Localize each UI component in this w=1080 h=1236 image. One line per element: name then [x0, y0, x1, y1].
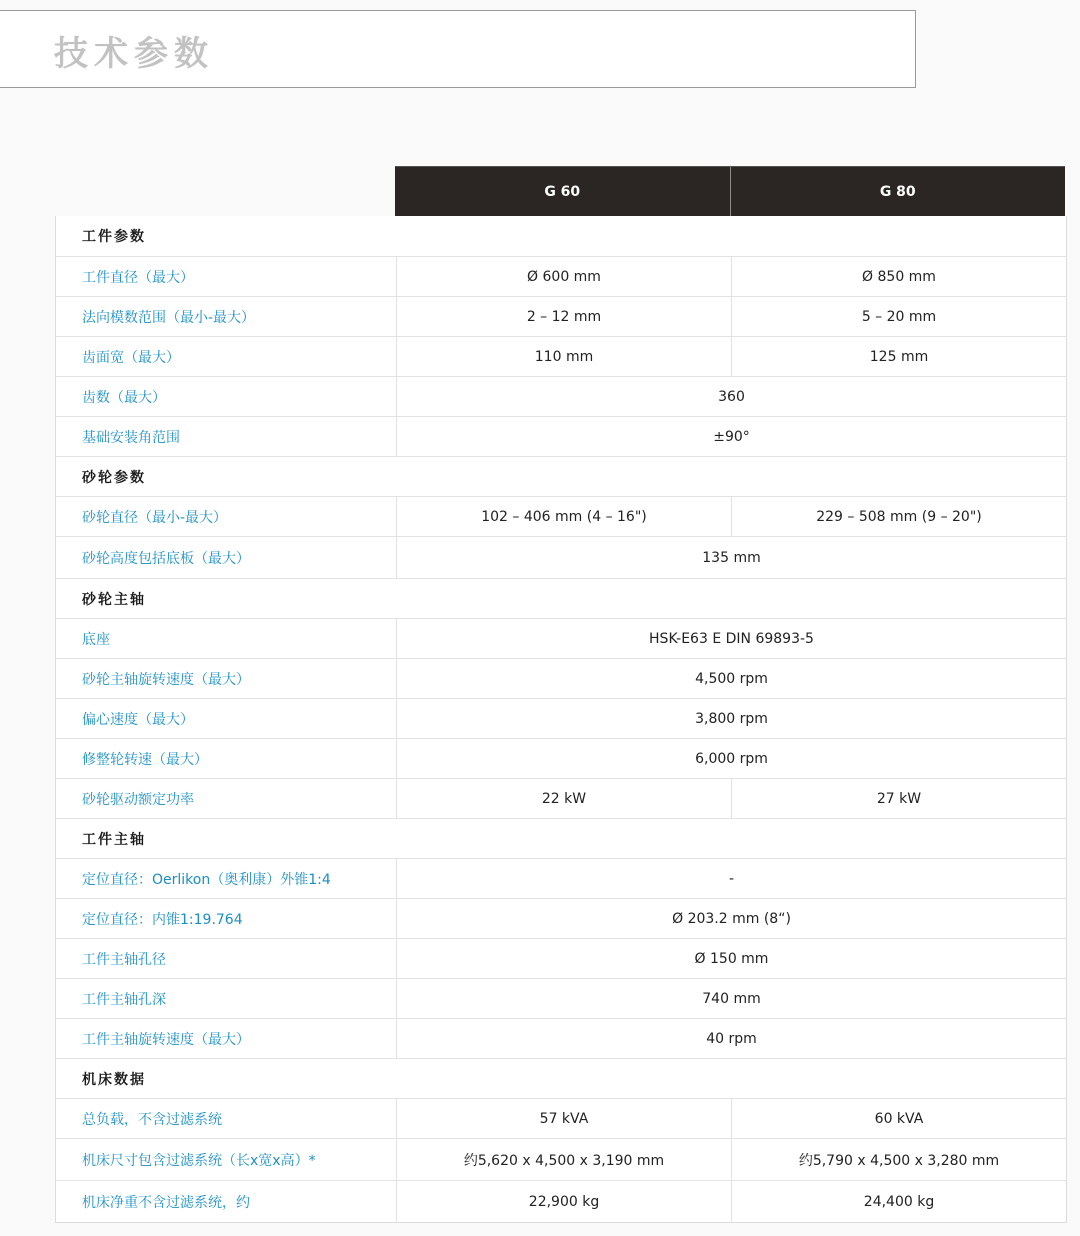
row-label: 砂轮直径（最小-最大） [82, 509, 228, 526]
table-row [56, 658, 1066, 698]
table-row [56, 256, 1066, 296]
section-header-row [56, 216, 1066, 256]
row-values [396, 779, 1066, 818]
value-cell-g60: 102 – 406 mm (4 – 16") [396, 497, 731, 536]
value-cell-g80: Ø 850 mm [731, 257, 1066, 296]
section-header-row [56, 818, 1066, 858]
value-cell-g80: 24,400 kg [731, 1181, 1066, 1222]
value-cell-g60: Ø 600 mm [396, 257, 731, 296]
row-label: 修整轮转速（最大） [82, 751, 208, 768]
table-row [56, 1098, 1066, 1138]
table-row [56, 336, 1066, 376]
row-values [396, 899, 1066, 938]
row-values [396, 457, 1066, 496]
row-values [396, 257, 1066, 296]
value-cell-merged: 740 mm [396, 979, 1066, 1018]
value-cell-g60: 约5,620 x 4,500 x 3,190 mm [396, 1139, 731, 1180]
value-cell-merged: 40 rpm [396, 1019, 1066, 1058]
row-values [396, 417, 1066, 456]
value-cell-merged: 135 mm [396, 537, 1066, 578]
row-label: 齿数（最大） [82, 389, 166, 406]
row-values [396, 579, 1066, 618]
row-label: 偏心速度（最大） [82, 711, 194, 728]
section-title: 机床数据 [82, 1071, 146, 1088]
table-row [56, 938, 1066, 978]
row-label: 砂轮驱动额定功率 [82, 791, 194, 808]
row-values [396, 216, 1066, 256]
row-values [396, 1181, 1066, 1222]
row-label: 机床尺寸包含过滤系统（长x宽x高）* [82, 1152, 316, 1169]
value-cell-g80: 125 mm [731, 337, 1066, 376]
table-row [56, 416, 1066, 456]
row-values [396, 859, 1066, 898]
section-title: 工件主轴 [82, 831, 146, 848]
table-row [56, 738, 1066, 778]
row-values [396, 619, 1066, 658]
row-values [396, 497, 1066, 536]
row-values [396, 939, 1066, 978]
table-row [56, 898, 1066, 938]
value-cell-merged: 360 [396, 377, 1066, 416]
row-label: 总负载，不含过滤系统 [82, 1111, 222, 1128]
table-row [56, 858, 1066, 898]
header-g60: G 60 [544, 184, 581, 200]
spec-table [55, 216, 1067, 1223]
section-title: 工件参数 [82, 229, 146, 245]
row-label: 工件主轴旋转速度（最大） [82, 1031, 250, 1048]
page-title: 技术参数 [54, 34, 214, 74]
table-row [56, 1180, 1066, 1222]
title-box [0, 10, 916, 88]
section-header-row [56, 1058, 1066, 1098]
table-header [395, 166, 1065, 217]
table-row [56, 536, 1066, 578]
row-label: 定位直径：Oerlikon（奥利康）外锥1:4 [82, 871, 331, 888]
row-label: 法向模数范围（最小-最大） [82, 309, 256, 326]
table-row [56, 698, 1066, 738]
row-label: 机床净重不含过滤系统，约 [82, 1194, 250, 1211]
table-row [56, 496, 1066, 536]
value-cell-g80: 229 – 508 mm (9 – 20") [731, 497, 1066, 536]
value-cell-g60: 110 mm [396, 337, 731, 376]
row-label: 基础安装角范围 [82, 429, 180, 446]
table-row [56, 778, 1066, 818]
row-values [396, 659, 1066, 698]
table-row [56, 376, 1066, 416]
row-label: 底座 [82, 631, 110, 648]
row-label: 定位直径：内锥1:19.764 [82, 911, 243, 928]
row-label: 砂轮主轴旋转速度（最大） [82, 671, 250, 688]
value-cell-g80: 5 – 20 mm [731, 297, 1066, 336]
value-cell-g80: 27 kW [731, 779, 1066, 818]
value-cell-g80: 60 kVA [731, 1099, 1066, 1138]
row-values [396, 739, 1066, 778]
value-cell-g60: 22,900 kg [396, 1181, 731, 1222]
row-values [396, 297, 1066, 336]
table-row [56, 618, 1066, 658]
row-values [396, 699, 1066, 738]
table-row [56, 296, 1066, 336]
value-cell-merged: 6,000 rpm [396, 739, 1066, 778]
value-cell-merged: Ø 150 mm [396, 939, 1066, 978]
row-label: 工件直径（最大） [82, 269, 194, 286]
value-cell-g60: 22 kW [396, 779, 731, 818]
row-values [396, 537, 1066, 578]
row-values [396, 1019, 1066, 1058]
value-cell-merged: Ø 203.2 mm (8“) [396, 899, 1066, 938]
table-row [56, 1138, 1066, 1180]
row-label: 工件主轴孔径 [82, 951, 166, 968]
row-label: 工件主轴孔深 [82, 991, 166, 1008]
section-header-row [56, 578, 1066, 618]
value-cell-g80: 约5,790 x 4,500 x 3,280 mm [731, 1139, 1066, 1180]
value-cell-merged: 4,500 rpm [396, 659, 1066, 698]
row-values [396, 1139, 1066, 1180]
row-values [396, 819, 1066, 858]
section-header-row [56, 456, 1066, 496]
value-cell-g60: 57 kVA [396, 1099, 731, 1138]
table-row [56, 1018, 1066, 1058]
row-values [396, 377, 1066, 416]
value-cell-merged: HSK-E63 E DIN 69893-5 [396, 619, 1066, 658]
table-row [56, 978, 1066, 1018]
section-title: 砂轮主轴 [82, 591, 146, 608]
row-values [396, 337, 1066, 376]
row-label: 齿面宽（最大） [82, 349, 180, 366]
value-cell-merged: - [396, 859, 1066, 898]
row-values [396, 1099, 1066, 1138]
row-label: 砂轮高度包括底板（最大） [82, 550, 250, 567]
value-cell-merged: ±90° [396, 417, 1066, 456]
header-g80: G 80 [730, 167, 1066, 217]
value-cell-g60: 2 – 12 mm [396, 297, 731, 336]
row-values [396, 979, 1066, 1018]
row-values [396, 1059, 1066, 1098]
value-cell-merged: 3,800 rpm [396, 699, 1066, 738]
section-title: 砂轮参数 [82, 469, 146, 486]
